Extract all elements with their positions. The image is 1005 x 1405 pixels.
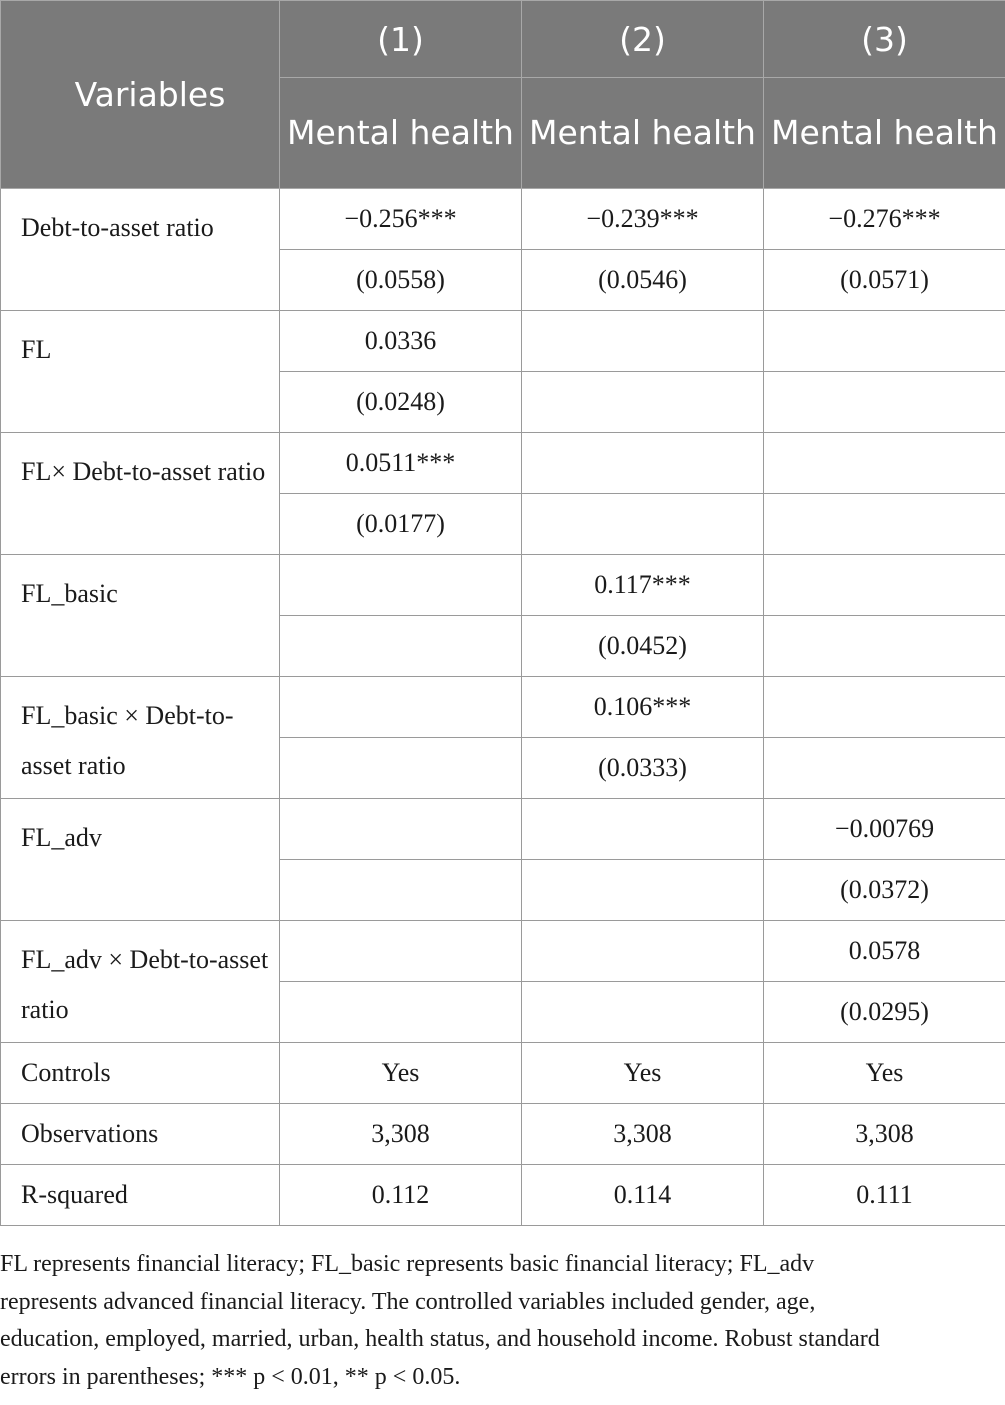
stat-cell: 0.114 xyxy=(522,1165,764,1226)
se-cell xyxy=(522,372,764,433)
footnote-line: education, employed, married, urban, health status, and household income. Robust standard xyxy=(0,1326,880,1352)
coef-cell: −0.00769 xyxy=(764,799,1005,860)
se-cell: (0.0248) xyxy=(280,372,522,433)
coef-cell xyxy=(522,921,764,982)
row-fl-coef xyxy=(1,311,1005,372)
stat-cell: Yes xyxy=(522,1043,764,1104)
footnote-line: represents advanced financial literacy. The controlled variables included gender, age, xyxy=(0,1288,816,1315)
stat-cell: 3,308 xyxy=(764,1104,1005,1165)
coef-cell xyxy=(280,799,522,860)
row-controls xyxy=(1,1043,1005,1104)
stat-controls: Controls xyxy=(1,1043,280,1104)
stat-cell: 3,308 xyxy=(280,1104,522,1165)
var-fl-basic-x-debt-to-asset: FL_basic × Debt-to-asset ratio xyxy=(1,677,280,799)
column-2-label: Mental health xyxy=(522,78,764,189)
row-fl-interaction-coef xyxy=(1,433,1005,494)
se-cell: (0.0372) xyxy=(764,860,1005,921)
coef-cell xyxy=(522,311,764,372)
var-debt-to-asset-ratio: Debt-to-asset ratio xyxy=(1,189,280,311)
se-cell xyxy=(280,616,522,677)
coef-cell: −0.256*** xyxy=(280,189,522,250)
se-cell xyxy=(522,494,764,555)
se-cell xyxy=(280,860,522,921)
se-cell xyxy=(764,616,1005,677)
stat-cell: Yes xyxy=(280,1043,522,1104)
stat-cell: Yes xyxy=(764,1043,1005,1104)
stat-cell: 0.112 xyxy=(280,1165,522,1226)
var-fl-basic: FL_basic xyxy=(1,555,280,677)
se-cell xyxy=(280,738,522,799)
header-row-numbers xyxy=(1,1,1005,78)
se-cell xyxy=(522,860,764,921)
table-footnote xyxy=(0,1246,1000,1396)
var-fl-adv: FL_adv xyxy=(1,799,280,921)
se-cell: (0.0546) xyxy=(522,250,764,311)
row-debt-to-asset-coef xyxy=(1,189,1005,250)
row-fl-basic-coef xyxy=(1,555,1005,616)
se-cell: (0.0333) xyxy=(522,738,764,799)
coef-cell xyxy=(280,677,522,738)
coef-cell xyxy=(280,555,522,616)
coef-cell xyxy=(280,921,522,982)
footnote-line: errors in parentheses; *** p < 0.01, ** p < 0.05. xyxy=(0,1363,461,1390)
column-1-number: (1) xyxy=(280,1,522,78)
coef-cell xyxy=(522,799,764,860)
stat-cell: 0.111 xyxy=(764,1165,1005,1226)
row-r-squared xyxy=(1,1165,1005,1226)
var-fl-x-debt-to-asset: FL× Debt-to-asset ratio xyxy=(1,433,280,555)
column-3-label: Mental health xyxy=(764,78,1005,189)
row-fl-adv-coef xyxy=(1,799,1005,860)
se-cell xyxy=(764,494,1005,555)
footnote-line: FL represents financial literacy; FL_basic represents basic financial literacy; FL_adv xyxy=(0,1251,815,1277)
coef-cell xyxy=(764,433,1005,494)
se-cell: (0.0452) xyxy=(522,616,764,677)
se-cell xyxy=(764,372,1005,433)
coef-cell: 0.106*** xyxy=(522,677,764,738)
se-cell xyxy=(764,738,1005,799)
column-2-number: (2) xyxy=(522,1,764,78)
coef-cell: 0.0511*** xyxy=(280,433,522,494)
column-1-label: Mental health xyxy=(280,78,522,189)
var-fl-adv-x-debt-to-asset: FL_adv × Debt-to-asset ratio xyxy=(1,921,280,1043)
se-cell: (0.0177) xyxy=(280,494,522,555)
stat-r-squared: R-squared xyxy=(1,1165,280,1226)
stat-cell: 3,308 xyxy=(522,1104,764,1165)
coef-cell: 0.0336 xyxy=(280,311,522,372)
coef-cell: −0.276*** xyxy=(764,189,1005,250)
se-cell xyxy=(522,982,764,1043)
coef-cell xyxy=(764,677,1005,738)
column-3-number: (3) xyxy=(764,1,1005,78)
coef-cell: 0.0578 xyxy=(764,921,1005,982)
stat-observations: Observations xyxy=(1,1104,280,1165)
row-fl-basic-interaction-coef xyxy=(1,677,1005,738)
se-cell: (0.0571) xyxy=(764,250,1005,311)
row-observations xyxy=(1,1104,1005,1165)
var-fl: FL xyxy=(1,311,280,433)
se-cell: (0.0295) xyxy=(764,982,1005,1043)
row-fl-adv-interaction-coef xyxy=(1,921,1005,982)
coef-cell xyxy=(764,311,1005,372)
se-cell: (0.0558) xyxy=(280,250,522,311)
coef-cell: −0.239*** xyxy=(522,189,764,250)
variables-header: Variables xyxy=(1,1,280,189)
coef-cell xyxy=(522,433,764,494)
se-cell xyxy=(280,982,522,1043)
coef-cell: 0.117*** xyxy=(522,555,764,616)
coef-cell xyxy=(764,555,1005,616)
